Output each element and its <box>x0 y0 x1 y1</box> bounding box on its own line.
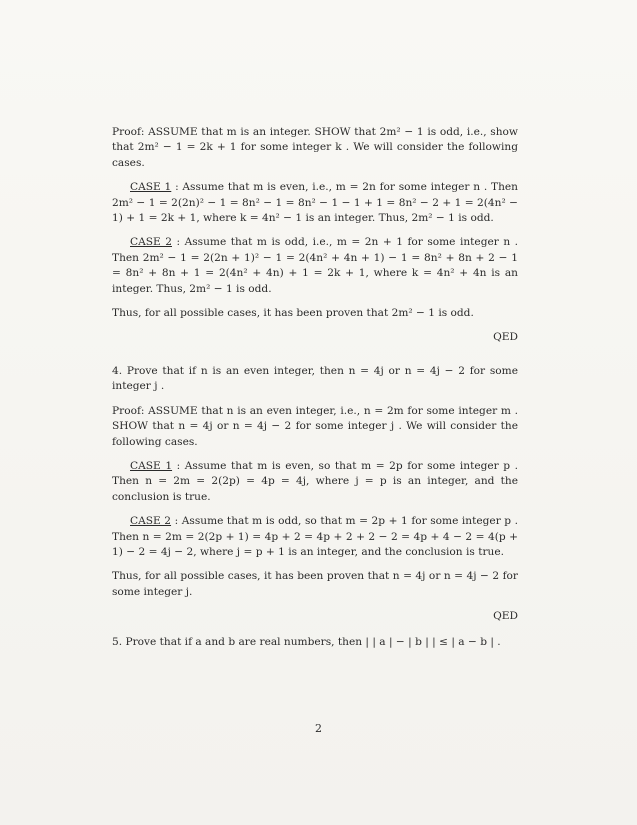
problem4-case1 <box>112 459 518 505</box>
proof1-case2 <box>112 235 518 297</box>
proof1-case1 <box>112 180 518 226</box>
problem4-case1-text: : Assume that m is even, so that m = 2p for some integer p . Then n = 2m = 2(2p) = 4p = 4j, where j = p is an integer, and the conclusion is true. <box>112 459 519 503</box>
problem4-conclusion: Thus, for all possible cases, it has been proven that n = 4j or n = 4j − 2 for some integer j. <box>112 570 518 598</box>
proof1-case2-text: : Assume that m is odd, i.e., m = 2n + 1 for some integer n . Then 2m² − 1 = 2(2n + 1)² − 1 = 2(4n² + 4n + 1) − 1 = 8n² + 8n + 2 − 1 = 8n² + 8n + 1 = 2(4n² + 4n) + 1 = 2k + 1, where k = 4n² + 4n is an integer. Thus, 2m² − 1 is odd. <box>112 236 519 295</box>
proof1-case2-label: CASE 2 <box>130 236 172 249</box>
problem4-qed: QED <box>493 610 518 623</box>
problem4-statement: 4. Prove that if n is an even integer, then n = 4j or n = 4j − 2 for some integer j . <box>112 364 518 393</box>
problem4-case2 <box>112 514 518 560</box>
problem5-statement: 5. Prove that if a and b are real numbers, then | | a | − | b | | ≤ | a − b | . <box>112 635 501 648</box>
page-number: 2 <box>315 722 322 735</box>
problem4-case1-label: CASE 1 <box>130 459 173 472</box>
proof1-conclusion: Thus, for all possible cases, it has been proven that 2m² − 1 is odd. <box>112 307 474 320</box>
proof1-case1-text: : Assume that m is even, i.e., m = 2n for some integer n . Then 2m² − 1 = 2(2n)² − 1 = 8n² − 1 = 8n² − 1 − 1 + 1 = 8n² − 2 + 1 = 2(4n² − 1) + 1 = 2k + 1, where k = 4n² − 1 is an integer. Thus, 2m² − 1 is odd. <box>112 181 518 225</box>
problem4-case2-text: : Assume that m is odd, so that m = 2p + 1 for some integer p . Then n = 2m = 2(2p + 1) = 4p + 2 = 4p + 2 + 2 − 2 = 4p + 4 − 2 = 4(p + 1) − 2 = 4j − 2, where j = p + 1 is an integer, and the conclusion is true. <box>112 515 519 558</box>
problem4-intro: Proof: ASSUME that n is an even integer, i.e., n = 2m for some integer m . SHOW that n = 4j or n = 4j − 2 for some integer j . We will consider the following cases. <box>112 404 518 448</box>
proof1-intro: Proof: ASSUME that m is an integer. SHOW that 2m² − 1 is odd, i.e., show that 2m² − 1 = 2k + 1 for some integer k . We will consider the following cases. <box>112 126 518 169</box>
proof1-case1-label: CASE 1 <box>130 181 172 194</box>
proof1-qed: QED <box>493 331 518 344</box>
page-content <box>112 125 518 659</box>
problem4-case2-label: CASE 2 <box>130 515 172 528</box>
